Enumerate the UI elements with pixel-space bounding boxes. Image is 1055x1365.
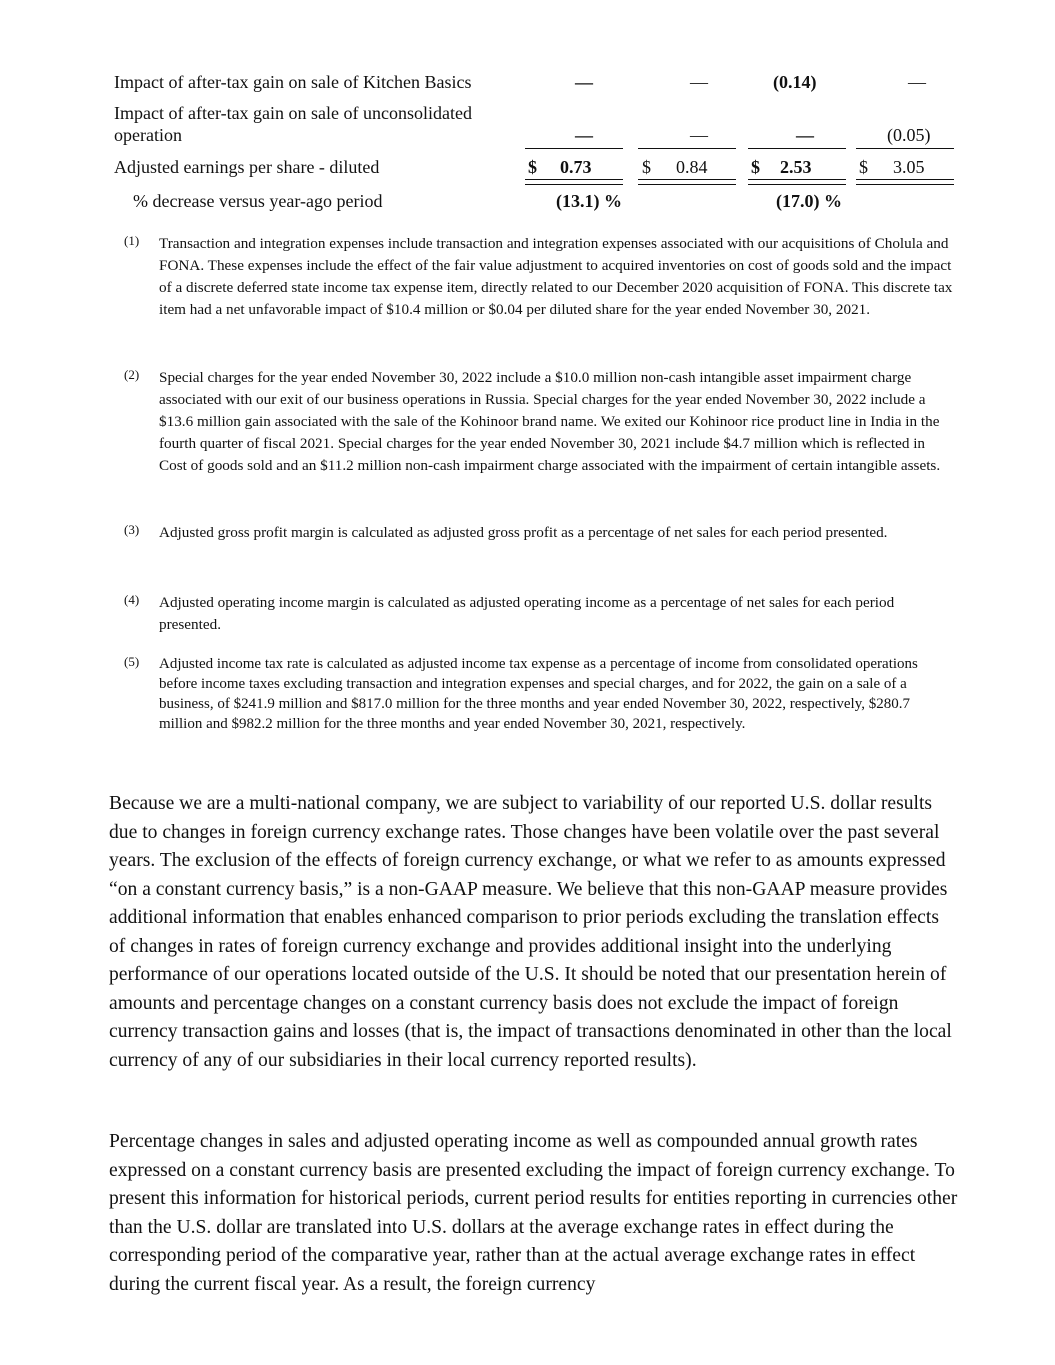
cell-r2-c3: — <box>796 125 814 145</box>
cell-r1-c2: — <box>690 72 708 92</box>
footnote-4-number: (4) <box>124 592 140 607</box>
cell-r4-c1: (13.1) % <box>556 191 622 211</box>
dollar-sign-c4: $ <box>859 157 868 177</box>
paragraph-constant-currency-intro: Because we are a multi-national company, we are subject to variability of our reported U.S. dollar results due to changes in foreign currency exchange rates. Those changes have been volatile over the past several years. The exclusion of the effects of foreign currency exchange, or what we refer to as amounts expressed “on a constant currency basis,” is a non-GAAP measure. We believe that this non-GAAP measure provides additional information that enables enhanced comparison to prior periods excluding the translation effects of changes in rates of foreign currency exchange and provides additional insight into the underlying performance of our operations located outside of the U.S. It should be noted that our presentation herein of amounts and percentage changes on a constant currency basis does not exclude the impact of foreign currency transaction gains and losses (that is, the impact of transactions denominated in other than the local currency of any of our subsidiaries in their local currency reported results). <box>109 793 952 1071</box>
cell-r2-c4: (0.05) <box>887 125 931 145</box>
cell-r3-c4: 3.05 <box>893 157 925 177</box>
row-label-pct-decrease: % decrease versus year-ago period <box>133 191 383 211</box>
row-label-kitchen-basics: Impact of after-tax gain on sale of Kitchen Basics <box>114 72 472 92</box>
footnote-3-number: (3) <box>124 522 140 537</box>
cell-r1-c3: (0.14) <box>773 72 817 92</box>
cell-r2-c1: — <box>575 125 593 145</box>
row-label-adjusted-eps: Adjusted earnings per share - diluted <box>114 157 380 177</box>
subtotal-rule-c4 <box>856 148 954 149</box>
dollar-sign-c3: $ <box>751 157 760 177</box>
cell-r2-c2: — <box>690 125 708 145</box>
row-label-unconsolidated-line2: operation <box>114 125 182 145</box>
cell-r1-c1: — <box>575 72 593 92</box>
cell-r3-c3: 2.53 <box>780 157 812 177</box>
footnote-2-number: (2) <box>124 367 140 382</box>
footnote-5-number: (5) <box>124 654 140 669</box>
subtotal-rule-c1 <box>525 148 623 149</box>
paragraph-constant-currency-method: Percentage changes in sales and adjusted operating income as well as compounded annual growth rates expressed on a constant currency basis are presented excluding the impact of foreign currency exchange. To present this information for historical periods, current period results for entities reporting in currencies other than the U.S. dollar are translated into U.S. dollars at the average exchange rates in effect during the corresponding period of the comparative year, rather than at the actual average exchange rates in effect during the current fiscal year. As a result, the foreign currency <box>109 1131 958 1295</box>
total-double-rule-c2 <box>638 179 736 185</box>
dollar-sign-c2: $ <box>642 157 651 177</box>
total-double-rule-c4 <box>856 179 954 185</box>
cell-r3-c2: 0.84 <box>676 157 708 177</box>
footnote-1-number: (1) <box>124 233 140 248</box>
row-label-unconsolidated-line1: Impact of after-tax gain on sale of unconsolidated <box>114 103 473 123</box>
cell-r4-c3: (17.0) % <box>776 191 842 211</box>
dollar-sign-c1: $ <box>528 157 537 177</box>
footnote-5-text: Adjusted income tax rate is calculated as adjusted income tax expense as a percentage of income from consolidated operations before income taxes excluding transaction and integration expenses and special charges, and for 2022, the gain on a sale of a business, of $241.9 million and $817.0 million for the three months and year ended November 30, 2022, respectively, $280.7 million and $982.2 million for the three months and year ended November 30, 2021, respectively. <box>159 656 918 732</box>
subtotal-rule-c2 <box>638 148 736 149</box>
footnote-3-text: Adjusted gross profit margin is calculated as adjusted gross profit as a percentage of net sales for each period presented. <box>159 524 888 541</box>
footnote-1-text: Transaction and integration expenses include transaction and integration expenses associated with our acquisitions of Cholula and FONA. These expenses include the effect of the fair value adjustment to acquired inventories on cost of goods sold and the impact of a discrete deferred state income tax expense item, directly related to our December 2020 acquisition of FONA. This discrete tax item had a net unfavorable impact of $10.4 million or $0.04 per diluted share for the year ended November 30, 2021. <box>159 235 953 318</box>
total-double-rule-c3 <box>748 179 846 185</box>
total-double-rule-c1 <box>525 179 623 185</box>
subtotal-rule-c3 <box>748 148 846 149</box>
footnote-4-text: Adjusted operating income margin is calculated as adjusted operating income as a percentage of net sales for each period presented. <box>159 594 895 633</box>
cell-r3-c1: 0.73 <box>560 157 592 177</box>
footnote-2-text: Special charges for the year ended November 30, 2022 include a $10.0 million non-cash intangible asset impairment charge associated with our exit of our business operations in Russia. Special charges for the year ended November 30, 2022 include a $13.6 million gain associated with the sale of the Kohinoor brand name. We exited our Kohinoor rice product line in India in the fourth quarter of fiscal 2021. Special charges for the year ended November 30, 2021 include $4.7 million which is reflected in Cost of goods sold and an $11.2 million non-cash impairment charge associated with the impairment of certain intangible assets. <box>159 369 941 474</box>
cell-r1-c4: — <box>908 72 926 92</box>
